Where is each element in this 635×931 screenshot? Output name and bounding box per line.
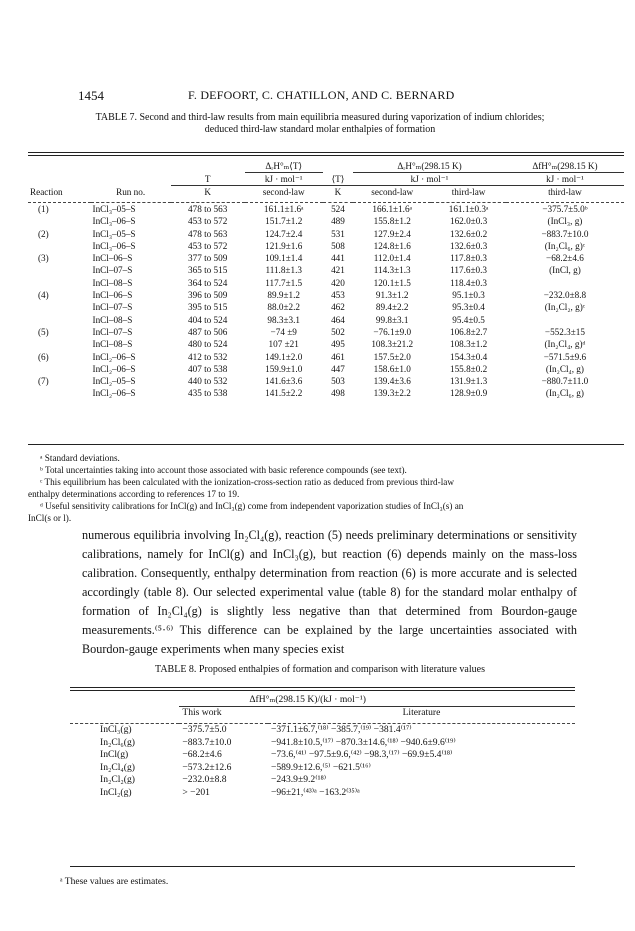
table7-cell-run: InCl₃–05–S xyxy=(92,228,136,239)
table7-cell-h298-3: 106.8±2.7 xyxy=(449,326,488,337)
table7-cell-h298-2: 157.5±2.0 xyxy=(373,351,411,362)
table7-cell-h298-3: 132.6±0.2 xyxy=(449,228,488,239)
table7-cell-tm: 461 xyxy=(331,351,345,362)
table7-row xyxy=(28,203,624,216)
table7-cell-hf: −232.0±8.8 xyxy=(543,290,587,301)
t7-h2-top: ΔᵣH°ₘ(298.15 K) xyxy=(397,161,462,171)
table7-cell-h298-2: 112.0±1.4 xyxy=(373,253,411,264)
table7-cell-run: InCl₂–06–S xyxy=(92,388,136,399)
table7-cell-tm: 421 xyxy=(331,265,345,276)
table7-cell-hf: (InCl₃, g) xyxy=(547,216,583,227)
t7-h3-mid: kJ · mol⁻¹ xyxy=(506,173,624,186)
table7-cell-run: InCl–06–S xyxy=(92,253,133,264)
table7-cell-tm: 441 xyxy=(331,253,345,264)
table7-cell-h298-2: 114.3±1.3 xyxy=(373,265,411,276)
table7-cell-h298-2: 139.4±3.6 xyxy=(373,376,411,387)
table7-cell-tm: 498 xyxy=(331,388,345,399)
table7-cell-tm: 502 xyxy=(331,326,345,337)
table7-cell-h298-2: 124.8±1.6 xyxy=(373,240,411,251)
table7-cell-h298-2: 158.6±1.0 xyxy=(373,363,411,374)
table7-cell-h298-3: 155.8±0.2 xyxy=(449,363,488,374)
table8-cell-species: In₂Cl₂(g) xyxy=(100,774,135,786)
table8-cell-species: InCl(g) xyxy=(100,749,129,761)
table7-cell-h298-2: 120.1±1.5 xyxy=(373,277,411,288)
table7-cell-tm: 489 xyxy=(331,216,345,227)
table7-cell-h298-3: 118.4±0.3 xyxy=(450,277,488,288)
table7-row xyxy=(28,289,624,301)
table7-cell-h2l: 98.3±3.1 xyxy=(267,314,300,325)
table8-cell-lit: −96±21,⁽⁴³⁾ᵃ −163.2⁽³⁵⁾ᵃ xyxy=(270,786,360,798)
table8-cell-this: −232.0±8.8 xyxy=(182,774,227,786)
footnote-a: ᵃ Standard deviations. xyxy=(40,453,120,463)
table8-row xyxy=(70,749,575,762)
table7-cell-run: InCl₂–06–S xyxy=(92,363,136,374)
t7-h2-mid: kJ · mol⁻¹ xyxy=(353,173,506,186)
table7-cell-t: 412 to 532 xyxy=(188,351,228,362)
footnote-d: ᵈ Useful sensitivity calibrations for InCl(g) and InCl₃(g) come from independent vaporization studies of InCl₃(s) an xyxy=(40,501,464,511)
table7-cell-h298-3: 162.0±0.3 xyxy=(449,216,488,227)
table7-cell-h2l: 109.1±1.4 xyxy=(265,253,303,264)
t7-h1-top: ΔᵣH°ₘ⟨T⟩ xyxy=(265,161,303,171)
t7-h2-bot-b: third-law xyxy=(451,187,486,197)
t7-tm-bot: K xyxy=(334,187,342,197)
running-title: F. DEFOORT, C. CHATILLON, AND C. BERNARD xyxy=(188,88,455,102)
table7-cell-reaction xyxy=(28,338,91,350)
table7-cell-hf: −552.3±15 xyxy=(544,326,585,337)
table8-cell-lit: −371.1±6.7,⁽¹⁸⁾ −385.7,⁽¹⁹⁾ −381.4⁽¹⁷⁾ xyxy=(270,724,412,735)
table7-cell-reaction: (2) xyxy=(38,228,49,239)
table7-row xyxy=(28,363,624,375)
table7-cell-t: 395 to 515 xyxy=(188,302,228,313)
table7-cell-run: InCl₂–05–S xyxy=(92,376,136,387)
table7-row xyxy=(28,375,624,387)
table8 xyxy=(70,694,575,800)
table7-cell-h2l: 161.1±1.6ᵃ xyxy=(263,204,304,214)
table7-cell-h298-3: 128.9±0.9 xyxy=(449,388,488,399)
t7-run-head: Run no. xyxy=(116,186,146,197)
table7-row xyxy=(28,314,624,326)
t8-head-top: ΔfH°ₘ(298.15 K)/(kJ · mol⁻¹) xyxy=(249,694,366,705)
table7-cell-tm: 524 xyxy=(331,204,345,214)
page-header xyxy=(78,88,597,104)
table7-cell-tm: 420 xyxy=(331,277,345,288)
table7-top-rule-2 xyxy=(28,155,624,156)
table8-top-rule xyxy=(70,687,575,688)
table8-cell-this: −883.7±10.0 xyxy=(182,736,232,748)
table7-cell-reaction xyxy=(28,301,91,313)
table7-cell-hf: (InCl, g) xyxy=(549,265,581,276)
table7-bottom-rule xyxy=(28,444,624,445)
table7-cell-tm: 447 xyxy=(331,363,345,374)
t7-h3-top: ΔfH°ₘ(298.15 K) xyxy=(532,161,598,171)
table7-cell-h2l: 124.7±2.4 xyxy=(265,228,303,239)
table7-cell-hf: −571.5±9.6 xyxy=(543,351,587,362)
table7-cell-hf: −68.2±4.6 xyxy=(546,253,584,264)
table7-row xyxy=(28,326,624,338)
table8-top-rule-2 xyxy=(70,690,575,691)
table7-row xyxy=(28,351,624,363)
table8-cell-lit: −243.9±9.2⁽¹⁸⁾ xyxy=(270,774,327,786)
table7-cell-hf: (In₂Cl₄, g) xyxy=(545,363,584,374)
table7-cell-h298-2: 127.9±2.4 xyxy=(373,228,411,239)
t7-h3-bot: third-law xyxy=(548,187,582,197)
table7-cell-reaction xyxy=(28,387,91,399)
t8-literature-head: Literature xyxy=(268,707,575,720)
table7-cell-t: 478 to 563 xyxy=(188,204,228,214)
table7-cell-tm: 453 xyxy=(331,290,345,301)
table7-cell-tm: 531 xyxy=(331,228,345,239)
table7-cell-hf: −880.7±11.0 xyxy=(541,376,589,387)
table7-cell-h2l: 151.7±1.2 xyxy=(265,216,303,227)
table7-cell-h2l: 141.5±2.2 xyxy=(265,388,303,399)
table8-cell-species: InCl₃(g) xyxy=(100,724,132,735)
table7-cell-run: InCl–08–S xyxy=(92,277,133,288)
table8-cell-lit: −73.6,⁽⁴¹⁾ −97.5±9.6,⁽⁴²⁾ −98.3,⁽¹⁷⁾ −69.9±5.4⁽¹⁸⁾ xyxy=(270,749,453,761)
table7-cell-t: 478 to 563 xyxy=(188,228,228,239)
table7-footnotes xyxy=(28,452,623,524)
table8-row xyxy=(70,737,575,750)
table7-cell-run: InCl–06–S xyxy=(92,290,133,301)
table7-cell-tm: 464 xyxy=(331,314,345,325)
table8-cell-this: −573.2±12.6 xyxy=(182,761,232,773)
table7-cell-h2l: 121.9±1.6 xyxy=(265,240,303,251)
table7-cell-t: 365 to 515 xyxy=(188,265,228,276)
t7-reaction-head: Reaction xyxy=(30,186,63,197)
table8-cell-this: −375.7±5.0 xyxy=(182,724,227,735)
table8-bottom-rule xyxy=(70,866,575,867)
table8-row xyxy=(70,762,575,775)
page-number: 1454 xyxy=(78,88,104,103)
t7-h1-mid: kJ · mol⁻¹ xyxy=(245,173,323,186)
table7-cell-h2l: −74 ±9 xyxy=(270,326,297,337)
table7-row xyxy=(28,387,624,399)
table7-row xyxy=(28,301,624,313)
table8-cell-species: In₂Cl₄(g) xyxy=(100,761,135,773)
table7-cell-h298-2: 91.3±1.2 xyxy=(375,290,409,301)
table7-cell-reaction: (4) xyxy=(38,290,49,301)
table7-cell-h298-3: 95.4±0.5 xyxy=(452,314,485,325)
table7-row xyxy=(28,338,624,350)
footnote-c: ᶜ This equilibrium has been calculated with the ionization-cross-section ratio as deduced from previous third-law xyxy=(40,477,454,487)
table8-row xyxy=(70,724,575,737)
table7-cell-t: 435 to 538 xyxy=(188,388,228,399)
table7-cell-h298-3: 154.3±0.4 xyxy=(449,351,488,362)
table7-cell-tm: 462 xyxy=(331,302,345,313)
table7-cell-h2l: 159.9±1.0 xyxy=(265,363,303,374)
table7-cell-h2l: 149.1±2.0 xyxy=(265,351,303,362)
t7-tm-top: ⟨T⟩ xyxy=(323,173,353,186)
table7-caption: TABLE 7. Second and third-law results from main equilibria measured during vaporization of indium chlorides; deduced third-law standard molar enthalpies of formation xyxy=(95,112,545,135)
table7-row xyxy=(28,228,624,240)
table7-cell-tm: 495 xyxy=(331,339,345,350)
table7-cell-h298-2: 166.1±1.6ᵃ xyxy=(372,204,413,214)
table7-cell-h298-3: 117.6±0.3 xyxy=(450,265,488,276)
table7-cell-run: InCl–07–S xyxy=(92,302,133,313)
table7-cell-run: InCl–07–S xyxy=(92,326,133,337)
table7-row xyxy=(28,215,624,227)
table7-cell-tm: 503 xyxy=(331,376,345,387)
table8-footnote: ᵃ These values are estimates. xyxy=(60,877,169,887)
t7-h2-bot-a: second-law xyxy=(371,187,414,197)
table7-cell-h2l: 88.0±2.2 xyxy=(267,302,300,313)
table7-cell-h298-3: 95.1±0.3 xyxy=(452,290,485,301)
table7-cell-run: InCl₃–05–S xyxy=(92,204,136,214)
table7-cell-t: 364 to 524 xyxy=(188,277,228,288)
table7-cell-hf: −883.7±10.0 xyxy=(541,228,589,239)
table7-cell-reaction: (6) xyxy=(38,351,49,362)
table7-cell-t: 440 to 532 xyxy=(188,376,228,387)
table7-cell-h298-3: 95.3±0.4 xyxy=(452,302,485,313)
table7-cell-h2l: 141.6±3.6 xyxy=(265,376,303,387)
table8-row xyxy=(70,774,575,787)
table7-cell-t: 377 to 509 xyxy=(188,253,228,264)
table7-cell-run: InCl–08–S xyxy=(92,339,133,350)
footnote-b: ᵇ Total uncertainties taking into account those associated with basic reference compounds (see text). xyxy=(40,465,407,475)
table7-cell-run: InCl–07–S xyxy=(92,265,133,276)
table7-cell-hf: −375.7±5.0ᵇ xyxy=(542,204,588,214)
table8-cell-this: −68.2±4.6 xyxy=(182,749,222,761)
table7-cell-t: 480 to 524 xyxy=(188,339,228,350)
table7-cell-reaction xyxy=(28,264,91,276)
t7-h1-bot: second-law xyxy=(262,187,305,197)
table7-cell-reaction xyxy=(28,363,91,375)
table7-cell-reaction xyxy=(28,314,91,326)
table7-row xyxy=(28,240,624,252)
table7-cell-reaction xyxy=(28,240,91,252)
footnote-d-cont: InCl(s or l). xyxy=(28,513,72,523)
table7-cell-h298-2: 89.4±2.2 xyxy=(375,302,409,313)
table7-cell-t: 407 to 538 xyxy=(188,363,228,374)
table8-cell-lit: −941.8±10.5,⁽¹⁷⁾ −870.3±14.6,⁽¹⁸⁾ −940.6±9.6⁽¹⁹⁾ xyxy=(270,736,456,748)
table7-cell-h298-3: 108.3±1.2 xyxy=(449,339,488,350)
table7-cell-hf: (In₂Cl₆, g) xyxy=(545,388,584,399)
table7-cell-t: 396 to 509 xyxy=(188,290,228,301)
table8-row xyxy=(70,787,575,800)
table7-cell-h298-2: −76.1±9.0 xyxy=(373,326,412,337)
table7-cell-h298-2: 139.3±2.2 xyxy=(373,388,411,399)
table7-cell-reaction xyxy=(28,277,91,289)
table7-cell-t: 487 to 506 xyxy=(188,326,228,337)
table8-cell-lit: −589.9±12.6,⁽⁵⁾ −621.5⁽¹⁶⁾ xyxy=(270,761,371,773)
table7-cell-t: 453 to 572 xyxy=(188,216,228,227)
table7-cell-h298-3: 132.6±0.3 xyxy=(449,240,488,251)
table7-cell-h298-3: 161.1±0.3ᵃ xyxy=(448,204,489,214)
table7-cell-hf: (In₂Cl₄, g)ᵈ xyxy=(544,339,586,350)
table7-cell-reaction: (1) xyxy=(38,204,49,214)
table7-cell-t: 404 to 524 xyxy=(188,314,228,325)
table7-row xyxy=(28,277,624,289)
table7-cell-h298-2: 108.3±21.2 xyxy=(371,339,414,350)
table7-cell-tm: 508 xyxy=(331,240,345,251)
table7-row xyxy=(28,264,624,276)
t7-t-bot: K xyxy=(204,187,211,197)
table7-cell-h2l: 89.9±1.2 xyxy=(267,290,300,301)
table7-cell-h298-2: 99.8±3.1 xyxy=(375,314,409,325)
table7-row xyxy=(28,252,624,264)
table7-top-rule xyxy=(28,152,624,153)
table7-cell-reaction xyxy=(28,215,91,227)
table7-cell-hf: (In₂Cl₆, g)ᶜ xyxy=(544,240,586,251)
t8-this-work-head: This work xyxy=(179,707,268,720)
table7-cell-h298-3: 131.9±1.3 xyxy=(449,376,488,387)
table7-cell-run: InCl₃–06–S xyxy=(92,216,136,227)
table7-cell-h298-3: 117.8±0.3 xyxy=(450,253,488,264)
table7-cell-h2l: 111.8±1.3 xyxy=(265,265,302,276)
table7 xyxy=(28,160,624,400)
table8-cell-species: InCl₂(g) xyxy=(100,786,132,798)
table7-cell-t: 453 to 572 xyxy=(188,240,228,251)
t7-t-top: T xyxy=(171,173,245,186)
table7-cell-run: InCl–08–S xyxy=(92,314,133,325)
table7-cell-reaction: (3) xyxy=(38,253,49,264)
table7-cell-run: InCl₂–06–S xyxy=(92,351,136,362)
body-paragraph: numerous equilibria involving In₂Cl₄(g), reaction (5) needs preliminary determinations or sensitivity calibrations, namely for InCl(g) and InCl₃(g), but reaction (6) depends mainly on the mass-loss calibration. Consequently, enthalpy determination from reaction (6) is more accurate and is selected accordingly (table 8). Our selected experimental value (table 8) for the standard molar enthalpy of formation of In₂Cl₄(g) is slightly less negative than that determined from Bourdon-gauge measurements.⁽⁵·⁶⁾ This difference can be explained by the large uncertainties associated with Bourdon-gauge experiments when many species exist xyxy=(82,528,577,656)
table7-cell-h2l: 117.7±1.5 xyxy=(265,277,303,288)
footnote-c-cont: enthalpy determinations according to references 17 to 19. xyxy=(28,489,240,499)
table7-cell-run: InCl₃–06–S xyxy=(92,240,136,251)
table8-cell-species: In₂Cl₆(g) xyxy=(100,736,135,748)
table7-cell-h2l: 107 ±21 xyxy=(268,339,299,350)
table7-cell-reaction: (5) xyxy=(38,326,49,337)
table7-cell-h298-2: 155.8±1.2 xyxy=(373,216,411,227)
table8-caption: TABLE 8. Proposed enthalpies of formation and comparison with literature values xyxy=(155,664,485,675)
table7-cell-hf: (In₂Cl₂, g)ᶜ xyxy=(544,302,586,313)
table7-cell-hf xyxy=(506,314,624,326)
table7-cell-reaction: (7) xyxy=(38,376,49,387)
table7-cell-hf xyxy=(506,277,624,289)
table8-cell-this: > −201 xyxy=(182,786,210,798)
